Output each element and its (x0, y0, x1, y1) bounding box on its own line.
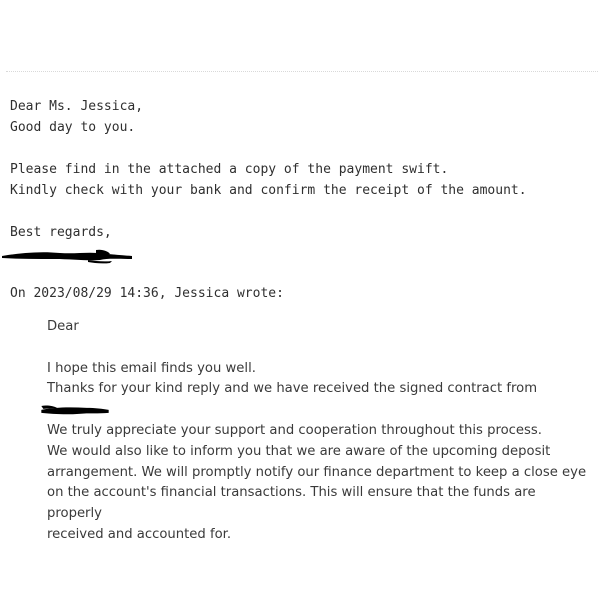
quoted-message (47, 317, 592, 546)
reply-line-1: Please find in the attached a copy of the payment swift. (10, 162, 449, 177)
quote-header: On 2023/08/29 14:36, Jessica wrote: (10, 286, 284, 301)
quote-line-5: arrangement. We will promptly notify our finance department to keep a close eye (47, 464, 587, 480)
header-divider (6, 71, 598, 72)
reply-closing: Best regards, (10, 225, 112, 240)
quote-greeting: Dear (47, 319, 79, 334)
quote-line-1: I hope this email finds you well. (47, 360, 256, 376)
reply-salutation: Good day to you. (10, 120, 136, 135)
reply-line-2: Kindly check with your bank and confirm the receipt of the amount. (10, 183, 527, 198)
company-name-redaction (41, 400, 111, 421)
quote-line-7: received and accounted for. (47, 526, 232, 542)
quote-line-2: Thanks for your kind reply and we have received the signed contract from (47, 381, 538, 397)
reply-greeting: Dear Ms. Jessica, (10, 99, 144, 114)
signature-redaction (0, 244, 134, 266)
blank-line (10, 138, 590, 159)
blank-line (47, 338, 592, 359)
quote-line-6: on the account's financial transactions. This will ensure that the funds are properly (47, 485, 536, 522)
quote-line-3: We truly appreciate your support and cooperation throughout this process. (47, 422, 542, 438)
email-reply-body (10, 96, 590, 243)
quote-line-4: We would also like to inform you that we are aware of the upcoming deposit (47, 443, 551, 459)
blank-line (10, 201, 590, 222)
